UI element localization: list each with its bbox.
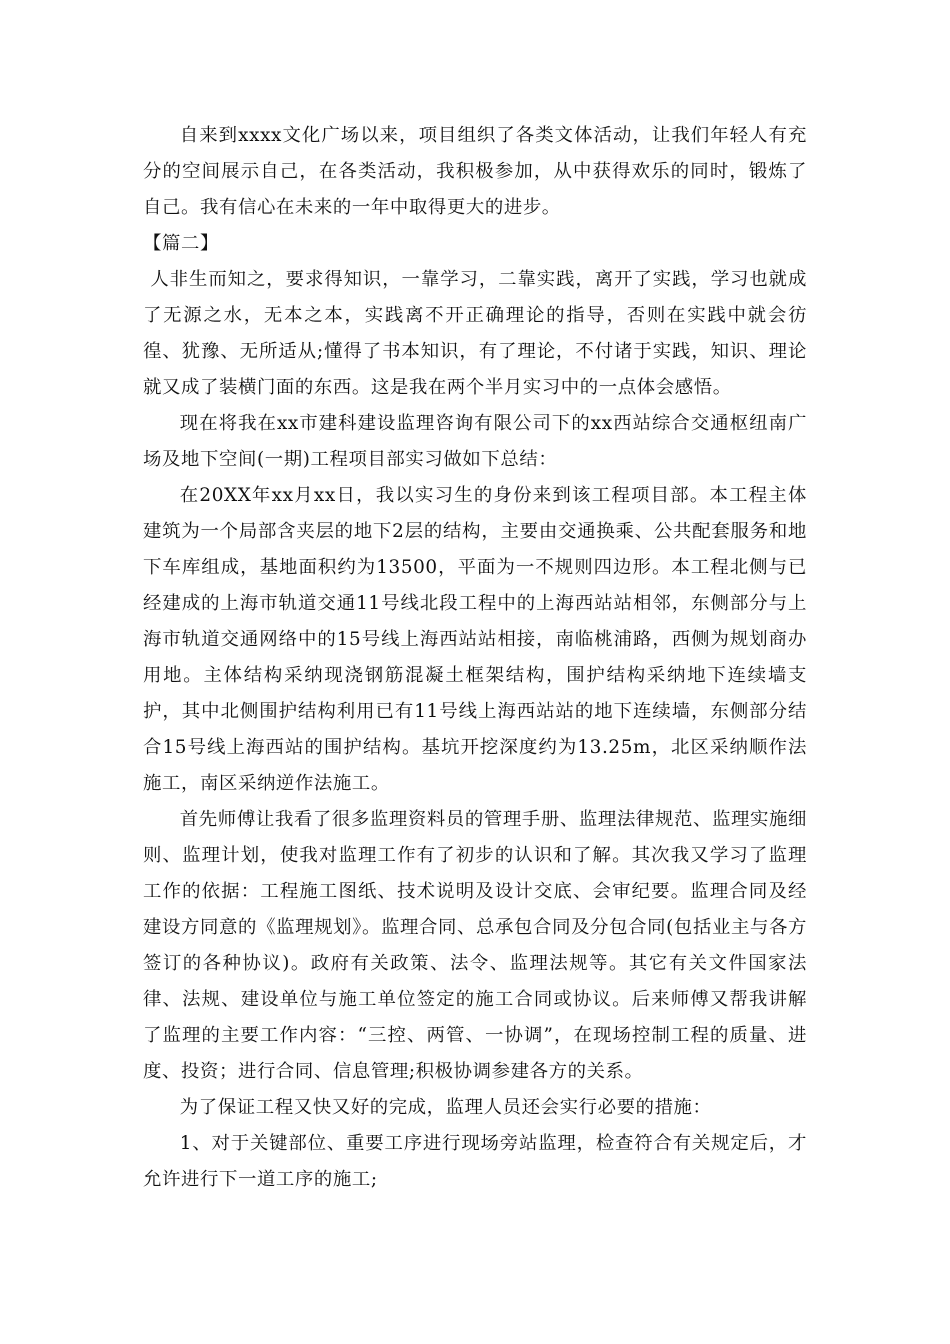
document-body: [143, 118, 807, 1198]
paragraph-intro: 自来到xxxx文化广场以来，项目组织了各类文体活动，让我们年轻人有充分的空间展示自己，在各类活动，我积极参加，从中获得欢乐的同时，锻炼了自己。我有信心在未来的一年中取得更大的进步。: [143, 125, 807, 218]
paragraph-measure-1: 1、对于关键部位、重要工序进行现场旁站监理，检查符合有关规定后，才允许进行下一道工序的施工;: [143, 1133, 807, 1190]
paragraph-learning: 首先师傅让我看了很多监理资料员的管理手册、监理法律规范、监理实施细则、监理计划，使我对监理工作有了初步的认识和了解。其次我又学习了监理工作的依据：工程施工图纸、技术说明及设计交底、会审纪要。监理合同及经建设方同意的《监理规划》。监理合同、总承包合同及分包合同(包括业主与各方签订的各种协议)。政府有关政策、法令、监理法规等。其它有关文件国家法律、法规、建设单位与施工单位签定的施工合同或协议。后来师傅又帮我讲解了监理的主要工作内容：“三控、两管、一协调”，在现场控制工程的质量、进度、投资；进行合同、信息管理;积极协调参建各方的关系。: [143, 809, 807, 1082]
paragraph-project-description: 在20XX年xx月xx日，我以实习生的身份来到该工程项目部。本工程主体建筑为一个局部含夹层的地下2层的结构，主要由交通换乘、公共配套服务和地下车库组成，基地面积约为13500，平面为一不规则四边形。本工程北侧与已经建成的上海市轨道交通11号线北段工程中的上海西站站相邻，东侧部分与上海市轨道交通网络中的15号线上海西站站相接，南临桃浦路，西侧为规划商办用地。主体结构采纳现浇钢筋混凝土框架结构，围护结构采纳地下连续墙支护，其中北侧围护结构利用已有11号线上海西站站的地下连续墙，东侧部分结合15号线上海西站的围护结构。基坑开挖深度约为13.25m，北区采纳顺作法施工，南区采纳逆作法施工。: [143, 485, 807, 794]
paragraph-theory-practice: 人非生而知之，要求得知识，一靠学习，二靠实践，离开了实践，学习也就成了无源之水，无本之本，实践离不开正确理论的指导，否则在实践中就会彷徨、犹豫、无所适从;懂得了书本知识，有了理论，不付诸于实践，知识、理论就又成了装横门面的东西。这是我在两个半月实习中的一点体会感悟。: [143, 269, 807, 398]
paragraph-measures-intro: 为了保证工程又快又好的完成，监理人员还会实行必要的措施：: [179, 1097, 712, 1118]
section-heading: 【篇二】: [143, 233, 219, 254]
paragraph-summary-intro: 现在将我在xx市建科建设监理咨询有限公司下的xx西站综合交通枢纽南广场及地下空间(一期)工程项目部实习做如下总结：: [143, 413, 807, 470]
